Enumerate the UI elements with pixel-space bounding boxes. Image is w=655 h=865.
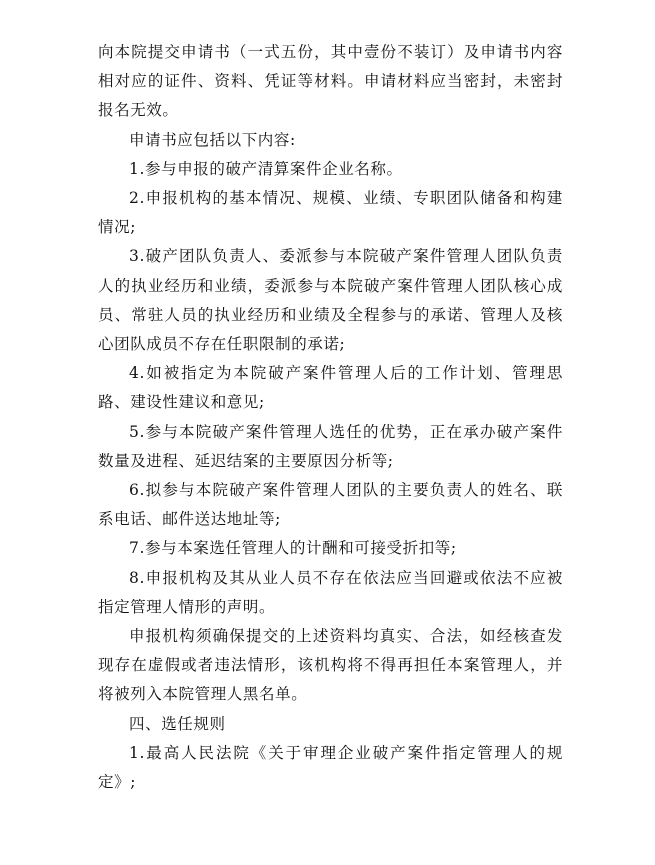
- list-item-1: 1.参与申报的破产清算案件企业名称。: [129, 159, 403, 178]
- list-item-8: 8.申报机构及其从业人员不存在依法应当回避或依法不应被指定管理人情形的声明。: [98, 568, 563, 616]
- paragraph-authenticity-warning: 申报机构须确保提交的上述资料均真实、合法，如经核查发现存在虚假或者违法情形，该机构将不得再担任本案管理人，并将被列入本院管理人黑名单。: [98, 627, 563, 704]
- paragraph-submission-requirements: 向本院提交申请书（一式五份，其中壹份不装订）及申请书内容相对应的证件、资料、凭证等材料。申请材料应当密封，未密封报名无效。: [98, 43, 563, 120]
- list-item-6: 6.拟参与本院破产案件管理人团队的主要负责人的姓名、联系电话、邮件送达地址等;: [98, 481, 563, 529]
- paragraph-application-contents-heading: 申请书应包括以下内容:: [129, 130, 296, 149]
- list-item-2: 2.申报机构的基本情况、规模、业绩、专职团队储备和构建情况;: [98, 189, 563, 237]
- document-body: [98, 38, 563, 797]
- list-item-4: 4.如被指定为本院破产案件管理人后的工作计划、管理思路、建设性建议和意见;: [98, 364, 563, 412]
- list-item-3: 3.破产团队负责人、委派参与本院破产案件管理人团队负责人的执业经历和业绩，委派参与本院破产案件管理人团队核心成员、常驻人员的执业经历和业绩及全程参与的承诺、管理人及核心团队成员不存在任职限制的承诺;: [98, 247, 563, 354]
- list-item-7: 7.参与本案选任管理人的计酬和可接受折扣等;: [129, 539, 457, 558]
- rule-item-1: 1.最高人民法院《关于审理企业破产案件指定管理人的规定》;: [98, 743, 563, 792]
- list-item-5: 5.参与本院破产案件管理人选任的优势，正在承办破产案件数量及进程、延迟结案的主要原因分析等;: [98, 422, 563, 470]
- section-heading-selection-rules: 四、选任规则: [129, 714, 226, 733]
